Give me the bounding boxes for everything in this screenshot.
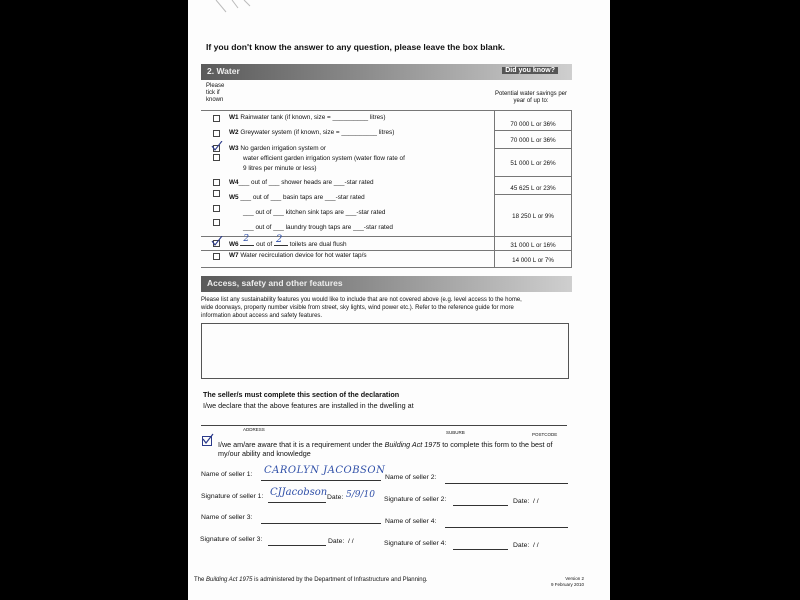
table-bottom-rule (201, 267, 572, 268)
w3-saving: 51 000 L or 26% (510, 160, 556, 167)
awareness-statement-line2: my/our ability and knowledge (218, 449, 311, 458)
declaration-line: I/we declare that the above features are installed in the dwelling at (203, 401, 414, 410)
table-right-edge (571, 110, 572, 268)
w7-saving: 14 000 L or 7% (512, 257, 554, 264)
access-instructions-line3: information about access and safety features. (201, 313, 323, 319)
awareness-statement: I/we am/are aware that it is a requirement under the Building Act 1975 to complete this form to the best of (218, 440, 553, 449)
access-features-textbox[interactable] (201, 323, 569, 379)
address-line[interactable] (201, 425, 567, 426)
w5-checkbox-kitchen[interactable] (213, 205, 220, 212)
w6-handwritten-count: 2 (243, 234, 250, 244)
seller4-date-label: Date: / / (513, 542, 539, 549)
declaration-checkmark-icon (201, 433, 214, 445)
w6-row: W6 2 out of 2 toilets are dual flush (229, 234, 347, 248)
savings-header: Potential water savings per year of up to: (494, 91, 568, 104)
footer-date: 9 February 2010 (550, 582, 584, 587)
intro-text: If you don't know the answer to any question, please leave the box blank. (206, 42, 506, 52)
water-section-title: 2. Water (207, 66, 240, 76)
seller2-signature-label: Signature of seller 2: (384, 496, 447, 503)
w3-checkmark-icon (211, 141, 223, 151)
w3-row: W3 No garden irrigation system or (229, 145, 326, 152)
w1-row: W1 Rainwater tank (if known, size = __________ litres) (229, 114, 386, 121)
seller1-date-label: Date: (327, 494, 344, 501)
seller2-signature-line[interactable] (453, 505, 508, 506)
w5-checkbox-basin[interactable] (213, 190, 220, 197)
seller1-signature-label: Signature of seller 1: (201, 493, 264, 500)
w5-row: W5 ___ out of ___ basin taps are ___-star rated (229, 194, 365, 201)
postcode-label: POSTCODE (532, 432, 558, 437)
seller3-signature-label: Signature of seller 3: (200, 536, 263, 543)
suburb-label: SUBURB (446, 430, 465, 435)
seller4-name-label: Name of seller 4: (385, 518, 437, 525)
water-section-band (201, 64, 572, 80)
seller1-signature-handwritten: CJJacobson (270, 487, 328, 498)
footer-text: The Building Act 1975 is administered by the Department of Infrastructure and Planning. (194, 577, 428, 583)
seller1-name-handwritten: CAROLYN JACOBSON (264, 465, 386, 476)
seller3-name-label: Name of seller 3: (201, 514, 253, 521)
seller4-name-line[interactable] (445, 527, 568, 528)
savings-column-divider (494, 110, 495, 268)
w1-checkbox[interactable] (213, 115, 220, 122)
seller4-signature-line[interactable] (453, 549, 508, 550)
w2-saving: 70 000 L or 36% (510, 137, 556, 144)
w5-saving: 18 250 L or 9% (512, 213, 554, 220)
seller1-name-label: Name of seller 1: (201, 471, 253, 478)
w4-saving: 45 625 L or 23% (510, 185, 556, 192)
w4-checkbox[interactable] (213, 179, 220, 186)
seller2-date-label: Date: / / (513, 498, 539, 505)
seller1-signature-line[interactable] (268, 502, 326, 503)
w6-checkmark-icon (211, 236, 223, 246)
w1-saving: 70 000 L or 36% (510, 121, 556, 128)
w2-row: W2 Greywater system (if known, size = __________ litres) (229, 129, 395, 136)
seller3-name-line[interactable] (261, 523, 381, 524)
w7-checkbox[interactable] (213, 253, 220, 260)
access-section-band (201, 276, 572, 292)
w6-handwritten-total: 2 (275, 234, 283, 245)
seller3-signature-line[interactable] (268, 545, 326, 546)
w5-row-line2: ___ out of ___ kitchen sink taps are ___-star rated (243, 209, 386, 216)
w7-row: W7 Water recirculation device for hot water tap/s (229, 252, 367, 259)
form-page (188, 0, 610, 600)
seller1-name-line[interactable] (261, 480, 381, 481)
did-you-know-label: Did you know? (502, 67, 558, 74)
table-top-rule (201, 110, 572, 111)
tick-header: Please tick if known (206, 83, 225, 103)
footer-version: Version 2 (565, 576, 584, 581)
scanner-mark (198, 0, 258, 30)
seller1-date-handwritten: 5/9/10 (346, 490, 375, 500)
w5-row-line3: ___ out of ___ laundry trough taps are ___-star rated (243, 224, 393, 231)
access-instructions-line1: Please list any sustainability features you would like to include that are not covered above (e.g. level access to the home, (201, 297, 522, 303)
declaration-heading: The seller/s must complete this section of the declaration (203, 390, 400, 399)
w3-checkbox-efficient[interactable] (213, 154, 220, 161)
seller3-date-label: Date: / / (328, 538, 354, 545)
w5-checkbox-laundry[interactable] (213, 219, 220, 226)
w2-checkbox[interactable] (213, 130, 220, 137)
access-instructions-line2: wide doorways, property number visible from street, sky lights, wind power etc.). Refer to the reference guide for more (201, 305, 514, 311)
access-section-title: Access, safety and other features (207, 278, 343, 288)
w3-row-line3: 9 litres per minute or less) (243, 165, 317, 172)
seller2-name-line[interactable] (445, 483, 568, 484)
address-label: ADDRESS (243, 427, 265, 432)
w3-row-line2: water efficient garden irrigation system (water flow rate of (243, 155, 405, 162)
seller2-name-label: Name of seller 2: (385, 474, 437, 481)
w6-saving: 31 000 L or 16% (510, 242, 556, 249)
seller4-signature-label: Signature of seller 4: (384, 540, 447, 547)
w4-row: W4___ out of ___ shower heads are ___-star rated (229, 179, 374, 186)
